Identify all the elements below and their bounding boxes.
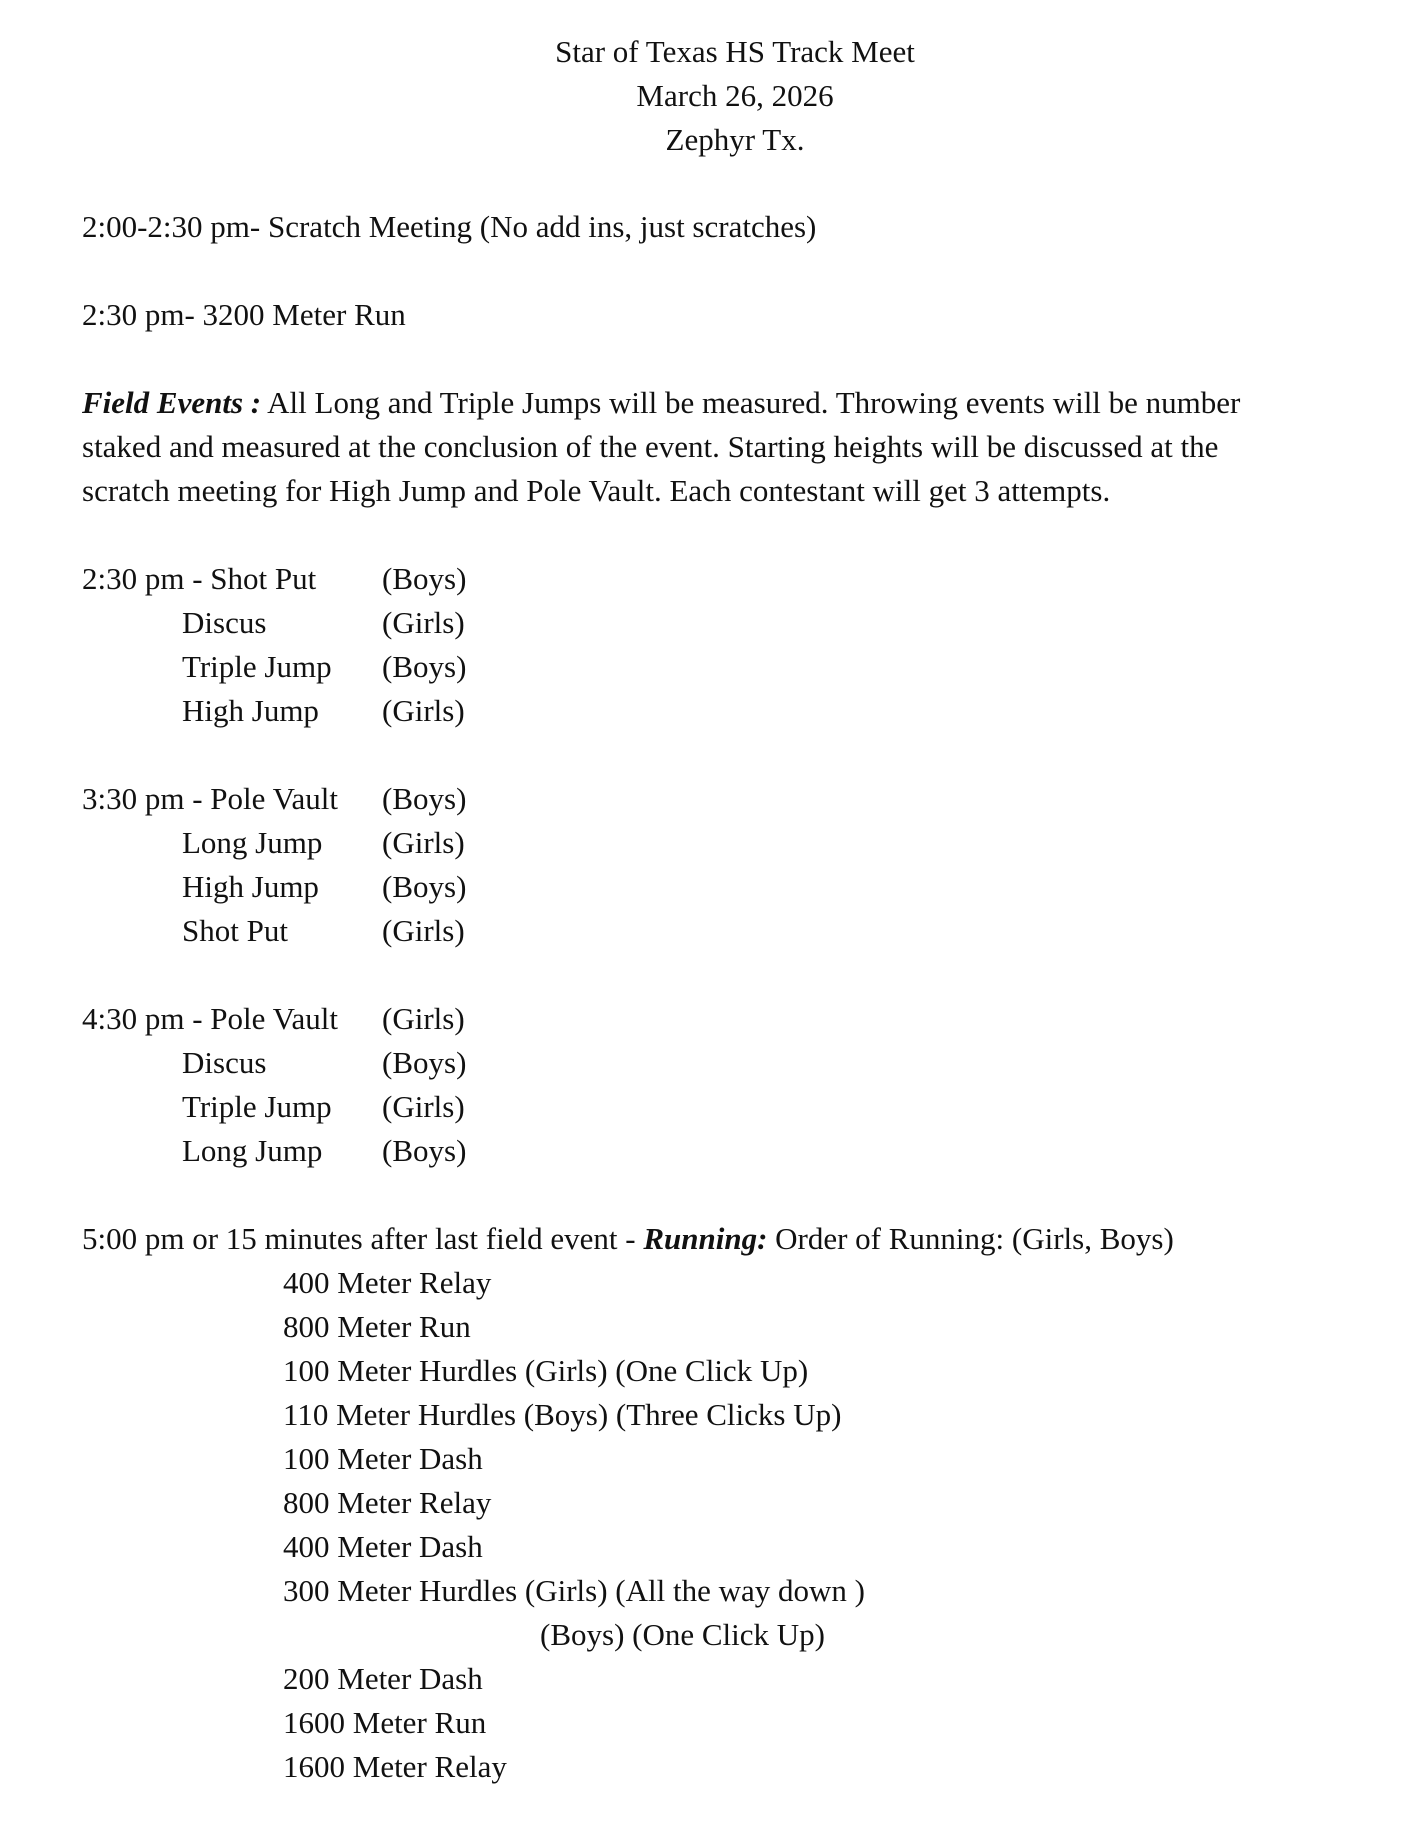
running-event: 800 Meter Relay: [283, 1485, 492, 1520]
event-gender: (Girls): [382, 605, 465, 640]
field-events-line-2: staked and measured at the conclusion of the event. Starting heights will be discussed at the: [82, 429, 1219, 464]
event-name: Discus: [182, 1045, 267, 1080]
meet-location: Zephyr Tx.: [665, 122, 805, 157]
field-events-label: Field Events :: [82, 385, 262, 420]
running-events-list: [283, 1261, 865, 1789]
running-event-boys-note: (Boys) (One Click Up): [540, 1617, 825, 1652]
scratch-meeting-line: 2:00-2:30 pm- Scratch Meeting (No add ins, just scratches): [82, 209, 817, 244]
event-gender: (Boys): [382, 1133, 467, 1168]
document-header: [0, 30, 1428, 162]
running-event: 1600 Meter Run: [283, 1705, 487, 1740]
running-label: Running:: [643, 1221, 768, 1256]
running-suffix: Order of Running: (Girls, Boys): [767, 1221, 1174, 1256]
block-time: 2:30 pm - Shot Put: [82, 561, 317, 596]
event-name: High Jump: [182, 693, 319, 728]
running-event: 800 Meter Run: [283, 1309, 471, 1344]
field-events-line-3: scratch meeting for High Jump and Pole Vault. Each contestant will get 3 attempts.: [82, 473, 1111, 508]
event-gender: (Boys): [382, 561, 467, 596]
event-gender: (Girls): [382, 1001, 465, 1036]
running-prefix: 5:00 pm or 15 minutes after last field event -: [82, 1221, 644, 1256]
running-event: 400 Meter Dash: [283, 1529, 483, 1564]
event-name: High Jump: [182, 869, 319, 904]
event-gender: (Boys): [382, 649, 467, 684]
block-time: 4:30 pm - Pole Vault: [82, 1001, 339, 1036]
event-gender: (Girls): [382, 693, 465, 728]
run-3200-line: 2:30 pm- 3200 Meter Run: [82, 297, 406, 332]
event-name: Triple Jump: [182, 1089, 332, 1124]
running-event: 100 Meter Hurdles (Girls) (One Click Up): [283, 1353, 809, 1388]
running-event: 200 Meter Dash: [283, 1661, 483, 1696]
event-name: Long Jump: [182, 825, 323, 860]
event-name: Discus: [182, 605, 267, 640]
event-gender: (Boys): [382, 869, 467, 904]
meet-date: March 26, 2026: [636, 78, 834, 113]
running-event: 300 Meter Hurdles (Girls) (All the way down ): [283, 1573, 865, 1608]
running-event: 400 Meter Relay: [283, 1265, 492, 1300]
field-events-paragraph: [82, 381, 1372, 513]
event-name: Long Jump: [182, 1133, 323, 1168]
event-name: Triple Jump: [182, 649, 332, 684]
running-event: 110 Meter Hurdles (Boys) (Three Clicks Up): [283, 1397, 842, 1432]
event-gender: (Girls): [382, 825, 465, 860]
running-event: 100 Meter Dash: [283, 1441, 483, 1476]
running-event-continued: [283, 1613, 865, 1657]
field-events-text-1: All Long and Triple Jumps will be measured. Throwing events will be number: [261, 385, 1241, 420]
meet-title: Star of Texas HS Track Meet: [555, 34, 915, 69]
event-gender: (Girls): [382, 1089, 465, 1124]
running-event: 1600 Meter Relay: [283, 1749, 507, 1784]
field-events-line-1: [82, 381, 1372, 425]
running-header-line: [82, 1217, 1174, 1261]
event-gender: (Boys): [382, 781, 467, 816]
event-name: Shot Put: [182, 913, 288, 948]
block-time: 3:30 pm - Pole Vault: [82, 781, 339, 816]
event-gender: (Girls): [382, 913, 465, 948]
event-gender: (Boys): [382, 1045, 467, 1080]
